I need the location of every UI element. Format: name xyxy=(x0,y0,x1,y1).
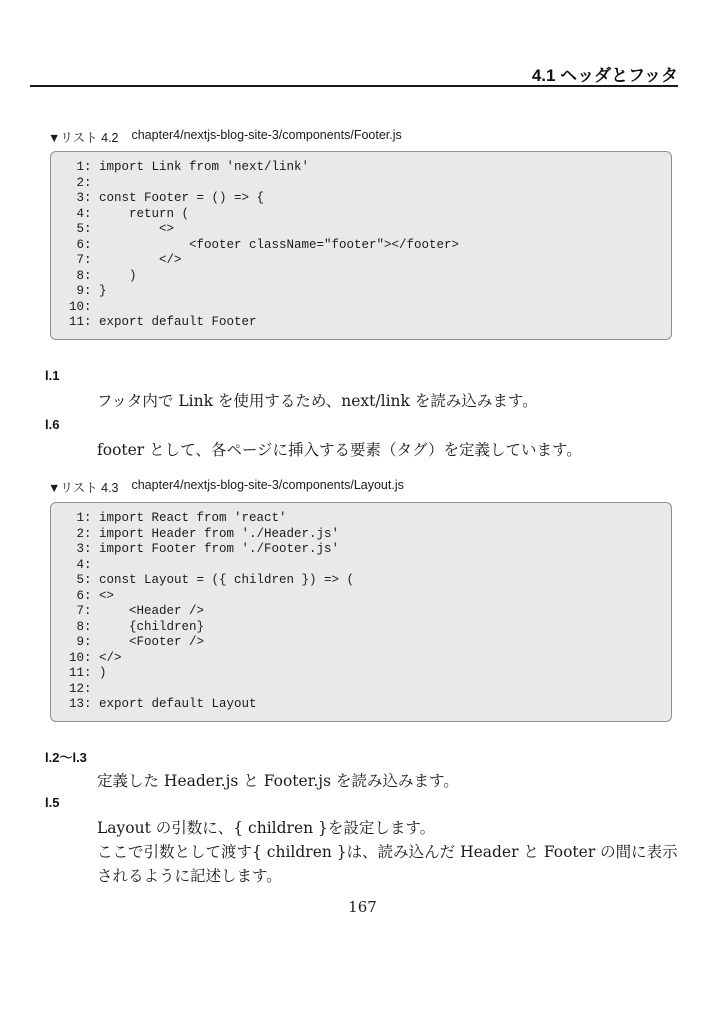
line-note-label: l.5 xyxy=(45,795,60,810)
code-line: 2: xyxy=(69,175,92,190)
code-line: 8: ) xyxy=(69,268,137,283)
code-line: 4: return ( xyxy=(69,206,190,221)
line-note-label: l.6 xyxy=(45,417,60,432)
listing-marker-icon: ▼リスト 4.3 xyxy=(48,481,119,495)
code-line: 12: xyxy=(69,681,92,696)
code-line: 10: </> xyxy=(69,650,122,665)
line-note-text: フッタ内で Link を使用するため、next/link を読み込みます。 xyxy=(97,392,538,410)
listing-caption-4-3 xyxy=(48,478,404,496)
listing-file-path: chapter4/nextjs-blog-site-3/components/Footer.js xyxy=(131,128,402,142)
code-line: 13: export default Layout xyxy=(69,697,257,711)
line-note-label: l.2〜l.3 xyxy=(45,750,87,765)
code-line: 5: const Layout = ({ children }) => ( xyxy=(69,573,355,587)
listing-file-path: chapter4/nextjs-blog-site-3/components/Layout.js xyxy=(131,478,404,492)
line-note-label: l.1 xyxy=(45,368,60,383)
code-line: 11: ) xyxy=(69,666,107,680)
code-line: 10: xyxy=(69,299,92,314)
code-block-layout-js xyxy=(50,502,672,722)
code-line: 11: export default Footer xyxy=(69,315,257,329)
code-line: 2: import Header from './Header.js' xyxy=(69,526,340,541)
code-line: 9: } xyxy=(69,284,107,298)
code-line: 6: <footer className="footer"></footer> xyxy=(69,237,460,252)
code-line: 6: <> xyxy=(69,588,115,603)
code-line: 4: xyxy=(69,557,92,572)
code-line: 5: <> xyxy=(69,222,175,236)
code-line: 1: import Link from 'next/link' xyxy=(69,160,310,174)
code-line: 9: <Footer /> xyxy=(69,635,205,649)
page-number: 167 xyxy=(348,898,377,916)
code-line: 3: const Footer = () => { xyxy=(69,191,265,205)
header-rule xyxy=(30,85,678,87)
line-note-text: footer として、各ページに挿入する要素（タグ）を定義しています。 xyxy=(97,441,582,459)
line-note-text: 定義した Header.js と Footer.js を読み込みます。 xyxy=(97,772,459,790)
line-note-text: Layout の引数に、{ children }を設定します。 xyxy=(97,819,436,837)
code-line: 7: <Header /> xyxy=(69,604,205,618)
code-line: 8: {children} xyxy=(69,619,205,634)
code-line: 7: </> xyxy=(69,253,182,267)
listing-caption-4-2 xyxy=(48,128,402,146)
code-line: 3: import Footer from './Footer.js' xyxy=(69,542,340,556)
listing-marker-icon: ▼リスト 4.2 xyxy=(48,131,119,145)
running-head-section-title: 4.1 ヘッダとフッタ xyxy=(531,66,678,85)
line-note-text: ここで引数として渡す{ children }は、読み込んだ Header と Footer の間に表示されるように記述します。 xyxy=(97,843,678,885)
code-block-footer-js xyxy=(50,151,672,340)
code-line: 1: import React from 'react' xyxy=(69,511,287,525)
